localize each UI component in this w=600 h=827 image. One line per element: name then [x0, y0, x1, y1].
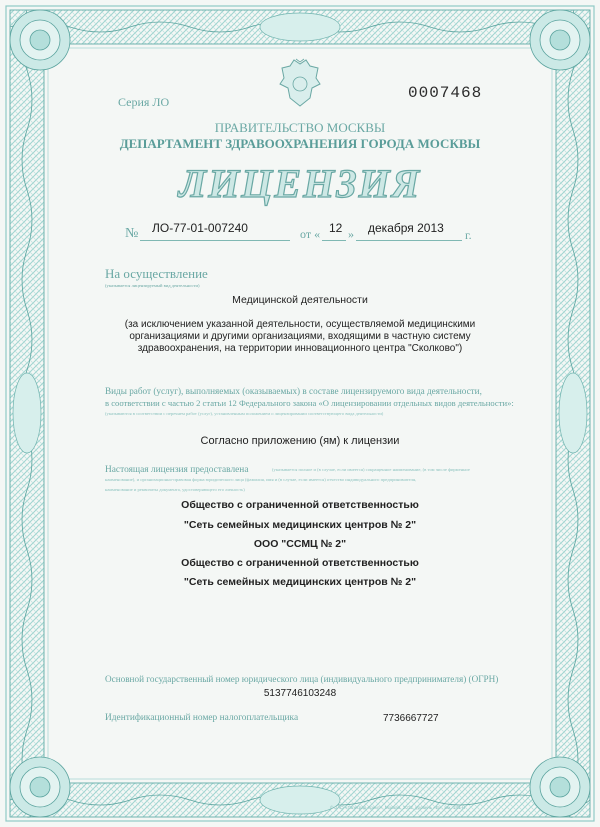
works-note: (указываются в соответствии с перечнем работ (услуг), установленным положением о лицензировании соответствующего вида деятельности) — [105, 411, 384, 416]
date-prefix: от « — [300, 227, 321, 241]
department-title: ДЕПАРТАМЕНТ ЗДРАВООХРАНЕНИЯ ГОРОДА МОСКВЫ — [119, 136, 481, 151]
inn-value: 7736667727 — [383, 713, 439, 724]
printer-note: © ЗАО «Голеград-принт», Москва, 2012, уровень «В», зак. 181-Н — [330, 805, 466, 810]
licensee-line: ООО "ССМЦ № 2" — [253, 538, 347, 550]
licensee-line: "Сеть семейных медицинских центров № 2" — [183, 519, 417, 531]
license-month-year: декабря 2013 — [368, 221, 444, 235]
licensee-note-part1: (указывается полное и (в случае, если имеется) сокращенное наименование, (в том числе фирменное — [272, 467, 470, 472]
inn-label: Идентификационный номер налогоплательщика — [105, 713, 299, 723]
licensee-note-part3: наименование и реквизиты документа, удостоверяющего его личность) — [105, 487, 245, 492]
licensee-line: Общество с ограниченной ответственностью — [181, 499, 419, 511]
licensee-line: "Сеть семейных медицинских центров № 2" — [183, 576, 417, 588]
activity-exclusion: (за исключением указанной деятельности, осуществляемой медицинскими организациями и другими организациями, входящими в частную систему здравоохранения, на территории инновационного центра "Сколково") — [124, 319, 476, 354]
licensee-note-part2: наименование), и организационно-правовая форма юридического лица (фамилия, имя и (в случае, если имеется) отчество индивидуального предпринимателя, — [105, 477, 417, 482]
activity-type: Медицинской деятельности — [232, 294, 368, 306]
licensee-label: Настоящая лицензия предоставлена — [105, 465, 249, 475]
works-text-line1: Виды работ (услуг), выполняемых (оказываемых) в составе лицензируемого вида деятельности, — [105, 386, 482, 396]
works-text-line2: в соответствии с частью 2 статьи 12 Федерального закона «О лицензировании отдельных видов деятельности»: — [105, 398, 514, 408]
quote-close: » — [348, 227, 354, 241]
license-number: ЛО-77-01-007240 — [152, 221, 248, 235]
activity-heading: На осуществление — [105, 266, 208, 281]
license-day: 12 — [329, 221, 343, 235]
form-number: 0007468 — [408, 84, 483, 102]
coat-of-arms-icon — [276, 58, 324, 110]
year-suffix: г. — [465, 228, 472, 242]
ogrn-label: Основной государственный номер юридического лица (индивидуального предпринимателя) (ОГРН) — [105, 674, 499, 684]
activity-heading-note: (указывается лицензируемый вид деятельности) — [105, 283, 200, 288]
ogrn-value: 5137746103248 — [263, 688, 337, 699]
series-label: Серия ЛО — [118, 95, 170, 109]
government-title: ПРАВИТЕЛЬСТВО МОСКВЫ — [214, 120, 386, 135]
number-sign: № — [125, 226, 139, 241]
licensee-line: Общество с ограниченной ответственностью — [181, 557, 419, 569]
works-value: Согласно приложению (ям) к лицензии — [200, 435, 400, 447]
document-title: ЛИЦЕНЗИЯ — [178, 161, 422, 206]
